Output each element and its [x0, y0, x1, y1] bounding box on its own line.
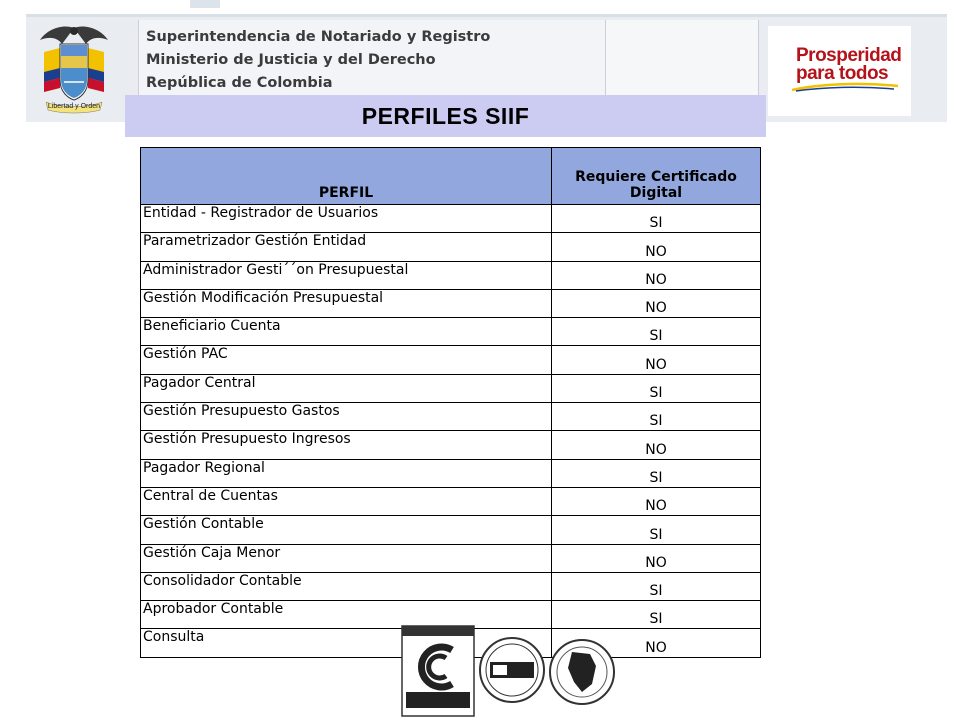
requiere-certificado-cell: NO: [552, 233, 761, 261]
perfil-cell: Pagador Regional: [141, 459, 552, 487]
table-row: [141, 261, 761, 289]
table-row: [141, 205, 761, 233]
table-row: [141, 487, 761, 515]
ministry-name: Ministerio de Justicia y del Derecho: [146, 52, 436, 68]
table-header-row: [141, 148, 761, 205]
perfil-cell: Pagador Central: [141, 374, 552, 402]
requiere-certificado-cell: NO: [552, 289, 761, 317]
institution-name: Superintendencia de Notariado y Registro: [146, 29, 491, 45]
perfil-cell: Gestión Caja Menor: [141, 544, 552, 572]
prosperidad-logo-line1: Prosperidad: [796, 45, 902, 66]
iqnet-logo: [480, 638, 544, 702]
header-tab-marker: [190, 0, 220, 8]
requiere-certificado-cell: SI: [552, 516, 761, 544]
perfil-cell: Gestión Presupuesto Gastos: [141, 403, 552, 431]
requiere-certificado-cell: NO: [552, 346, 761, 374]
colombia-cert-seal: [550, 640, 614, 704]
icontec-iso-9001-logo: [402, 626, 474, 716]
prosperidad-swoosh-icon: [790, 82, 900, 92]
table-row: [141, 289, 761, 317]
colombia-coat-of-arms-icon: [34, 22, 114, 116]
table-row: [141, 431, 761, 459]
perfil-cell: Parametrizador Gestión Entidad: [141, 233, 552, 261]
profiles-table-body: [141, 205, 761, 658]
table-row: [141, 516, 761, 544]
table-row: [141, 374, 761, 402]
table-row: [141, 233, 761, 261]
perfil-cell: Aprobador Contable: [141, 601, 552, 629]
perfil-cell: Entidad - Registrador de Usuarios: [141, 205, 552, 233]
header-requiere-certificado: Requiere Certificado Digital: [552, 148, 761, 205]
perfil-cell: Gestión Presupuesto Ingresos: [141, 431, 552, 459]
requiere-certificado-cell: SI: [552, 572, 761, 600]
requiere-certificado-cell: SI: [552, 205, 761, 233]
perfil-cell: Beneficiario Cuenta: [141, 318, 552, 346]
perfil-cell: Gestión Contable: [141, 516, 552, 544]
perfil-cell: Gestión PAC: [141, 346, 552, 374]
requiere-certificado-cell: NO: [552, 544, 761, 572]
perfil-cell: Administrador Gesti´´on Presupuestal: [141, 261, 552, 289]
page-title: PERFILES SIIF: [361, 103, 530, 129]
certification-logos: [400, 622, 620, 720]
requiere-certificado-cell: NO: [552, 431, 761, 459]
header-perfil: PERFIL: [141, 148, 552, 205]
country-name: República de Colombia: [146, 75, 333, 91]
requiere-certificado-cell: NO: [552, 487, 761, 515]
perfil-cell: Gestión Modificación Presupuestal: [141, 289, 552, 317]
perfil-cell: Consolidador Contable: [141, 572, 552, 600]
table-row: [141, 403, 761, 431]
table-row: [141, 318, 761, 346]
requiere-certificado-cell: NO: [552, 261, 761, 289]
requiere-certificado-cell: SI: [552, 318, 761, 346]
requiere-certificado-cell: SI: [552, 403, 761, 431]
table-row: [141, 459, 761, 487]
perfil-cell: Consulta: [141, 629, 552, 657]
requiere-certificado-cell: NO: [552, 629, 761, 657]
requiere-certificado-cell: SI: [552, 374, 761, 402]
perfil-cell: Central de Cuentas: [141, 487, 552, 515]
table-row: [141, 572, 761, 600]
header-topline: [26, 14, 947, 17]
crest-caption: Libertad y Orden: [47, 103, 101, 110]
profiles-table: [140, 147, 761, 658]
requiere-certificado-cell: SI: [552, 601, 761, 629]
prosperidad-logo-line2: para todos: [796, 63, 889, 84]
table-row: [141, 346, 761, 374]
requiere-certificado-cell: SI: [552, 459, 761, 487]
table-row: [141, 544, 761, 572]
